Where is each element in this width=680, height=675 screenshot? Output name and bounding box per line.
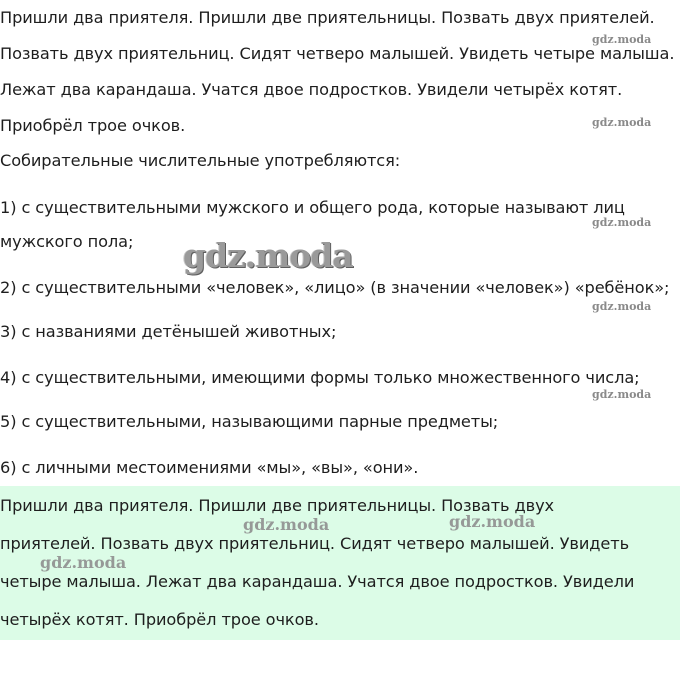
list-item-2: 2) с существительными «человек», «лицо» (в значении «человек») «ребёнок»; <box>0 278 670 297</box>
list-item-1-line-2: мужского пола; <box>0 232 134 251</box>
answer-line-1: Пришли два приятеля. Пришли две приятельницы. Позвать двух <box>0 496 555 515</box>
list-item-4: 4) с существительными, имеющими формы только множественного числа; <box>0 368 640 387</box>
text-line-4: Приобрёл трое очков. <box>0 116 186 135</box>
watermark-small: gdz.moda <box>592 216 652 229</box>
watermark-large: gdz.moda <box>183 236 353 275</box>
watermark-small: gdz.moda <box>592 388 652 401</box>
watermark-medium: gdz.moda <box>449 512 536 531</box>
text-line-2: Позвать двух приятельниц. Сидят четверо малышей. Увидеть четыре малыша. <box>0 44 675 63</box>
text-line-5: Собирательные числительные употребляются: <box>0 151 401 170</box>
watermark-small: gdz.moda <box>592 116 652 129</box>
list-item-3: 3) с названиями детёнышей животных; <box>0 322 337 341</box>
watermark-small: gdz.moda <box>592 300 652 313</box>
answer-line-3: четыре малыша. Лежат два карандаша. Учатся двое подростков. Увидели <box>0 572 635 591</box>
list-item-6: 6) с личными местоимениями «мы», «вы», «они». <box>0 458 419 477</box>
watermark-medium: gdz.moda <box>40 553 127 572</box>
answer-line-4: четырёх котят. Приобрёл трое очков. <box>0 610 319 629</box>
watermark-medium: gdz.moda <box>243 515 330 534</box>
answer-line-2: приятелей. Позвать двух приятельниц. Сидят четверо малышей. Увидеть <box>0 534 630 553</box>
text-line-1: Пришли два приятеля. Пришли две приятельницы. Позвать двух приятелей. <box>0 8 655 27</box>
list-item-5: 5) с существительными, называющими парные предметы; <box>0 412 499 431</box>
watermark-small: gdz.moda <box>592 33 652 46</box>
text-line-3: Лежат два карандаша. Учатся двое подростков. Увидели четырёх котят. <box>0 80 623 99</box>
list-item-1-line-1: 1) с существительными мужского и общего рода, которые называют лиц <box>0 198 625 217</box>
